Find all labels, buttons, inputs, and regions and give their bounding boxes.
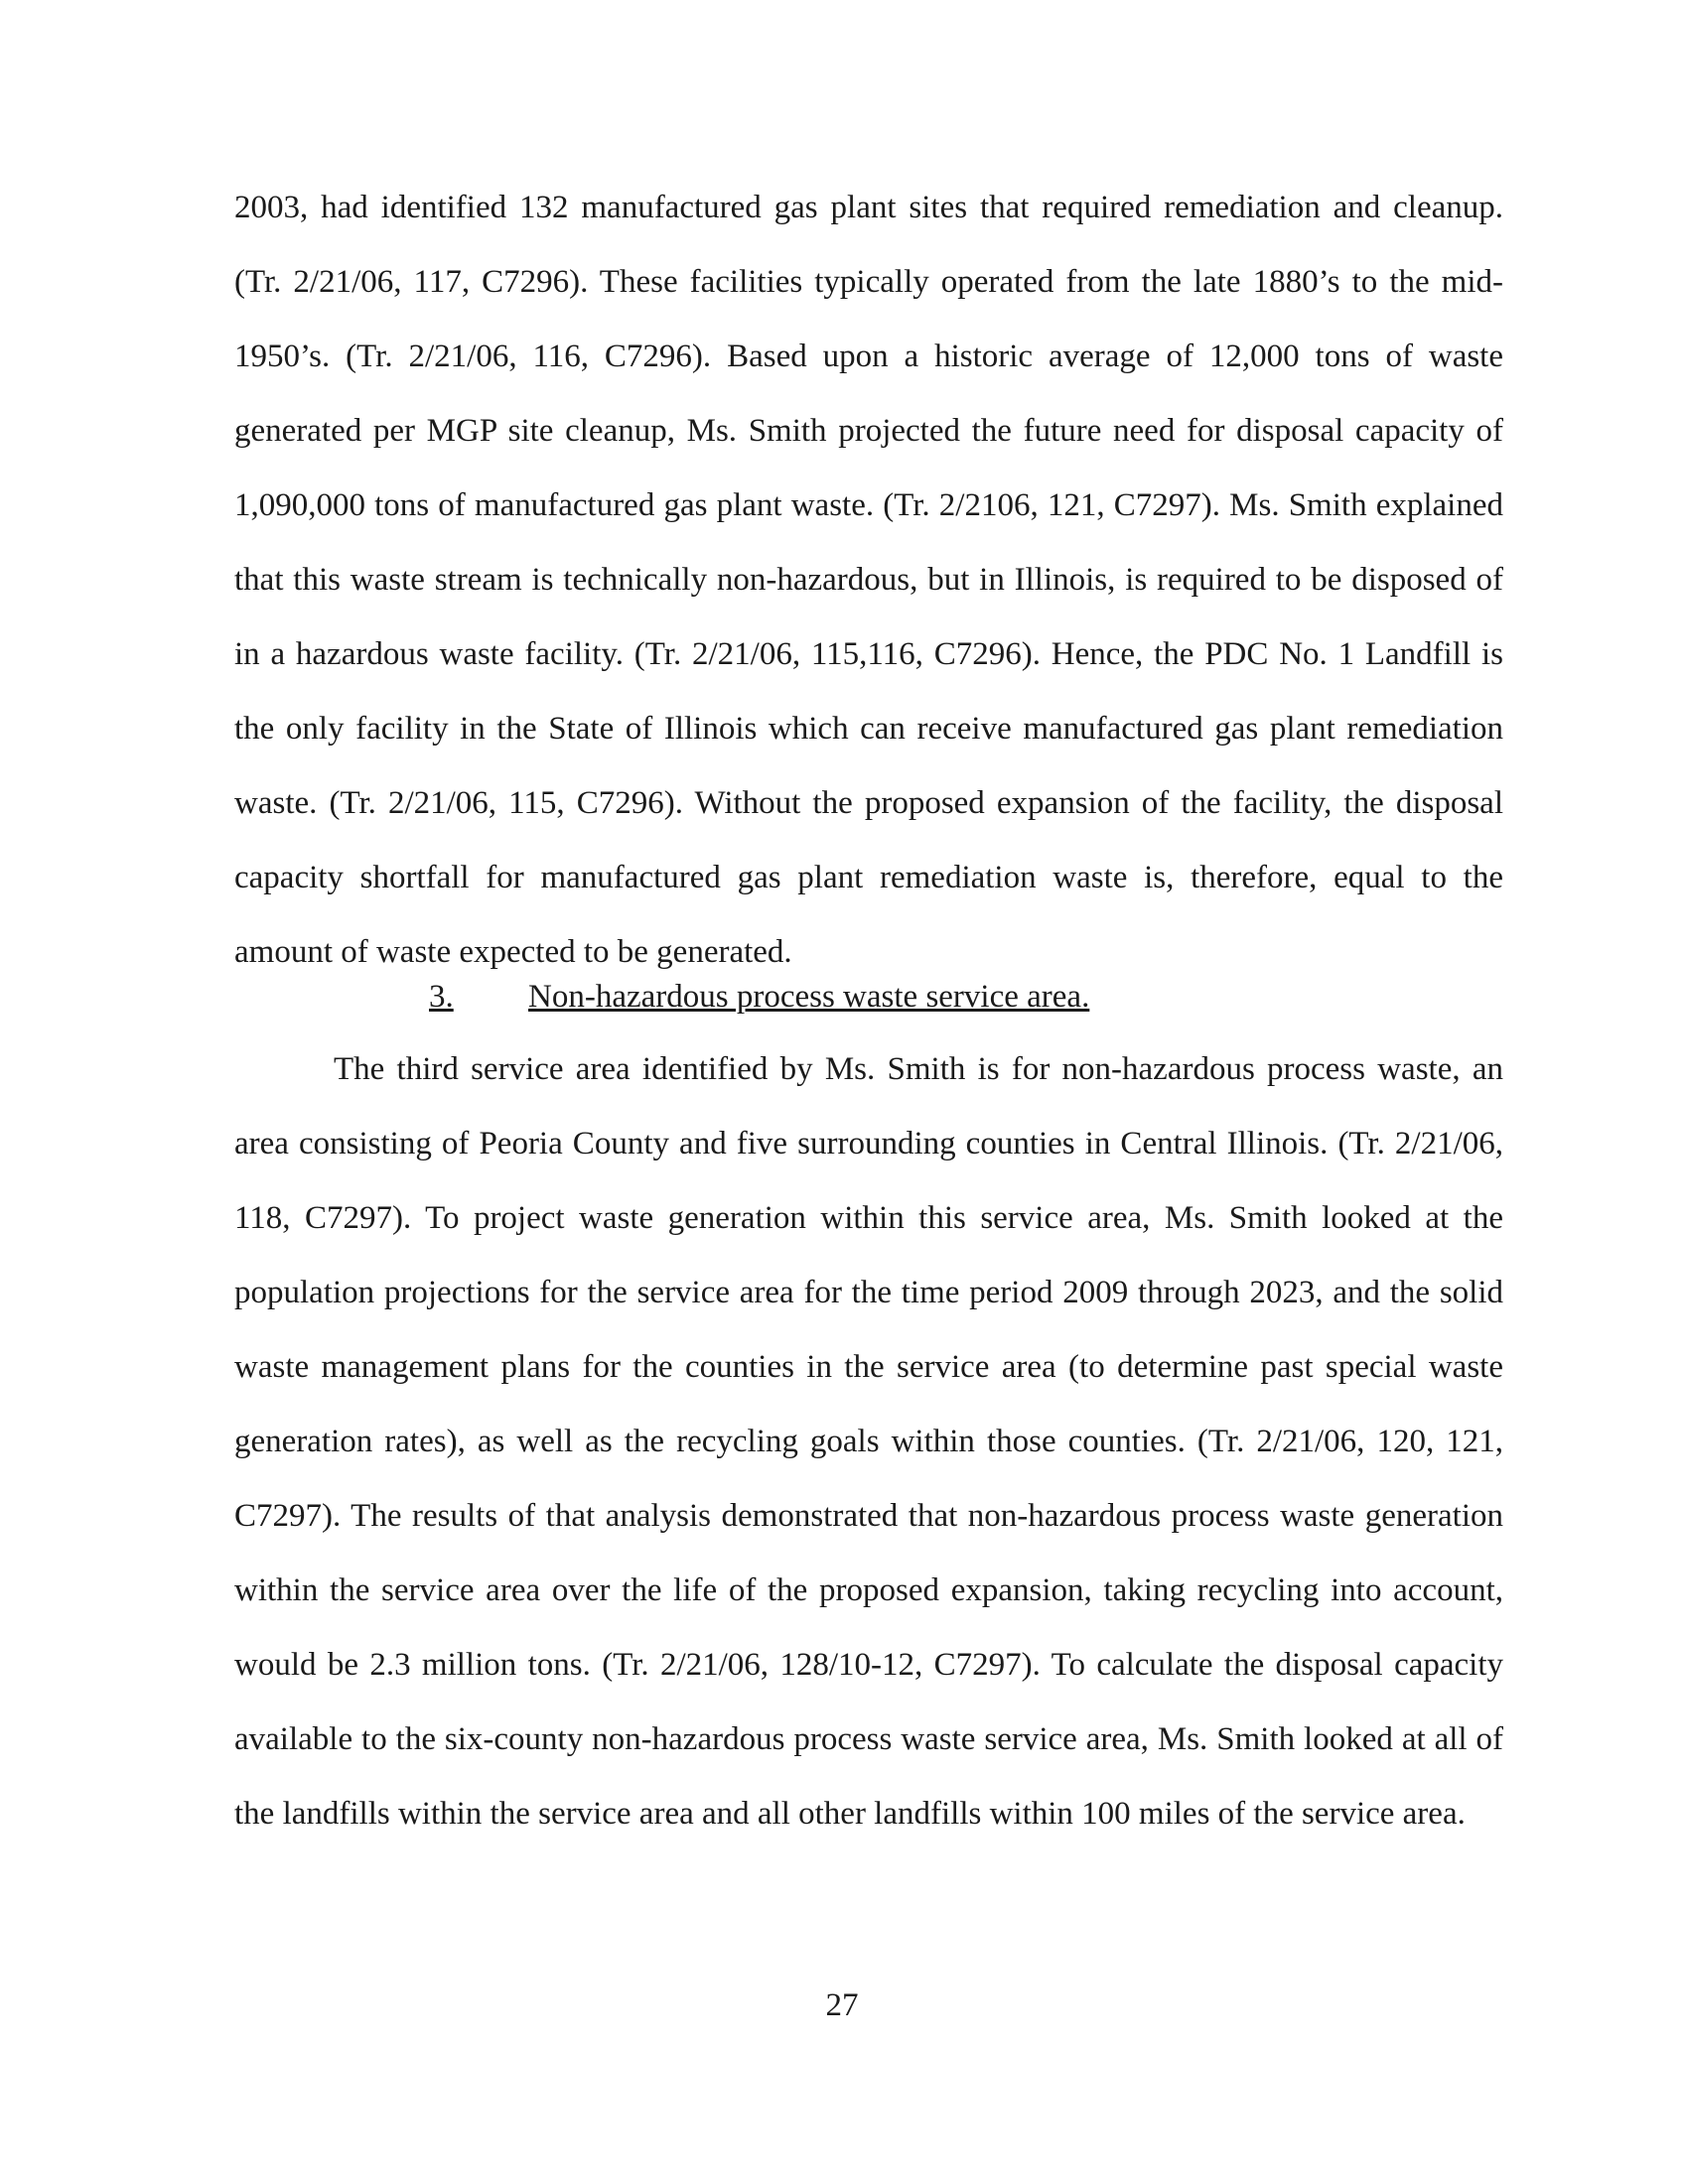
body-paragraph-2-text: The third service area identified by Ms. Smith is for non-hazardous process waste, an area consisting of Peoria County and five surrounding counties in Central Illinois. (Tr. 2/21/06, 118, C7297). To project waste generation within this service area, Ms. Smith looked at the population projections for the service area for the time period 2009 through 2023, and the solid waste management plans for the counties in the service area (to determine past special waste generation rates), as well as the recycling goals within those counties. (Tr. 2/21/06, 120, 121, C7297). The results of that analysis demonstrated that non-hazardous process waste generation within the service area over the life of the proposed expansion, taking recycling into account, would be 2.3 million tons. (Tr. 2/21/06, 128/10-12, C7297). To calculate the disposal capacity available to the six-county non-hazardous process waste service area, Ms. Smith looked at all of the landfills within the service area and all other landfills within 100 miles of the service area.	[234, 1051, 1503, 1832]
body-paragraph-2	[234, 1032, 1503, 1851]
section-heading-title: Non-hazardous process waste service area.	[528, 979, 1090, 1015]
page-number: 27	[825, 1987, 859, 2023]
section-heading	[429, 960, 1089, 1034]
section-heading-number: 3.	[429, 979, 454, 1015]
body-paragraph-1: 2003, had identified 132 manufactured gas plant sites that required remediation and cleanup. (Tr. 2/21/06, 117, C7296). These facilities typically operated from the late 1880’s to the mid-1950’s. (Tr. 2/21/06, 116, C7296). Based upon a historic average of 12,000 tons of waste generated per MGP site cleanup, Ms. Smith projected the future need for disposal capacity of 1,090,000 tons of manufactured gas plant waste. (Tr. 2/2106, 121, C7297). Ms. Smith explained that this waste stream is technically non-hazardous, but in Illinois, is required to be disposed of in a hazardous waste facility. (Tr. 2/21/06, 115,116, C7296). Hence, the PDC No. 1 Landfill is the only facility in the State of Illinois which can receive manufactured gas plant remediation waste. (Tr. 2/21/06, 115, C7296). Without the proposed expansion of the facility, the disposal capacity shortfall for manufactured gas plant remediation waste is, therefore, equal to the amount of waste expected to be generated.	[234, 190, 1503, 970]
